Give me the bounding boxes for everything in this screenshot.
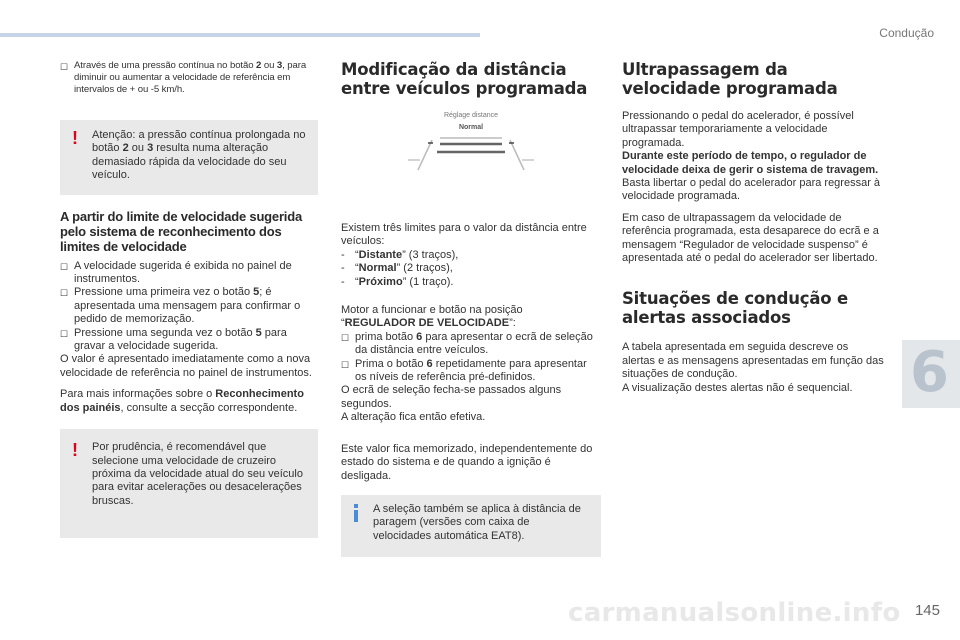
paragraph-more-info: Para mais informações sobre o Reconhecimento dos painéis, consulte a secção correspondente.: [60, 388, 304, 414]
warning-icon: !: [72, 128, 78, 148]
intro-bullet: [60, 60, 318, 96]
paragraph-overtaking: Pressionando o pedal do acelerador, é possível ultrapassar temporariamente a velocidade programada. Durante este período de tempo, o regulador de velocidade deixa de gerir o sistema de travagem. Basta libertar o pedal do acelerador para regressar à velocidade programada.: [622, 110, 881, 203]
title-driving-situations: Situações de condução e alertas associados: [622, 289, 848, 328]
section-label: Condução: [879, 26, 934, 40]
paragraph-value-shown: O valor é apresentado imediatamente como a nova velocidade de referência no painel de instrumentos.: [60, 353, 312, 379]
list-item: - “Distante” (3 traços),: [341, 248, 459, 261]
paragraph-suspended: Em caso de ultrapassagem da velocidade de referência programada, esta desaparece do ecrã e a mensagem “Regulador de velocidade suspenso” é apresentada até o pedal do acelerador ser libertado.: [622, 211, 879, 265]
header-accent-bar: [0, 33, 480, 37]
road-distance-icon: [406, 112, 536, 178]
paragraph-closes: O ecrã de seleção fecha-se passados alguns segundos.: [341, 384, 562, 410]
warning-box-pressure: [60, 120, 318, 195]
list-item: ☐ Pressione uma primeira vez o botão 5; é apresentada uma mensagem para confirmar o pedido de memorização.: [60, 286, 301, 326]
watermark: carmanualsonline.info: [568, 598, 901, 628]
warning-icon: !: [72, 440, 78, 461]
warning-text: Atenção: a pressão contínua prolongada no botão 2 ou 3 resulta numa alteração demasiado rápida da velocidade do seu veículo.: [92, 129, 306, 182]
info-box-stopping-distance: A seleção também se aplica à distância de paragem (versões com caixa de velocidades automática EAT8).: [341, 495, 601, 557]
distance-display-figure: [406, 112, 536, 178]
checkbox-bullet-icon: ☐: [60, 328, 69, 339]
info-icon: [354, 504, 358, 522]
title-overtaking: Ultrapassagem da velocidade programada: [622, 60, 838, 98]
title-distance-modification: Modificação da distância entre veículos programada: [341, 60, 588, 98]
list-item: ☐ Pressione uma segunda vez o botão 5 para gravar a velocidade sugerida.: [60, 326, 287, 353]
link-recognition: Reconhecimento dos painéis: [60, 388, 304, 414]
list-item: - “Normal” (2 traços),: [341, 262, 453, 275]
checkbox-bullet-icon: ☐: [60, 288, 69, 299]
warning-box-prudence: ! Por prudência, é recomendável que selecione uma velocidade de cruzeiro próxima da velocidade atual do seu veículo para evitar acelerações ou desacelerações bruscas.: [60, 429, 318, 538]
paragraph-motor: Motor a funcionar e botão na posição “REGULADOR DE VELOCIDADE”:: [341, 304, 523, 330]
checkbox-bullet-icon: ☐: [60, 62, 68, 72]
list-item: ☐ A velocidade sugerida é exibida no painel de instrumentos.: [60, 259, 292, 286]
column-left: [60, 60, 318, 538]
heading-suggested-limit: A partir do limite de velocidade sugerida pelo sistema de reconhecimento dos limites de velocidade: [60, 208, 302, 254]
list-item: ☐ Prima o botão 6 repetidamente para apresentar os níveis de referência pré-definidos.: [341, 357, 587, 384]
limits-intro: Existem três limites para o valor da distância entre veículos:: [341, 222, 587, 248]
column-right: [622, 60, 884, 395]
list-item: ☐ prima botão 6 para apresentar o ecrã de seleção da distância entre veículos.: [341, 330, 593, 357]
checkbox-bullet-icon: ☐: [60, 261, 69, 272]
figure-value: Normal: [458, 124, 484, 131]
paragraph-effective: A alteração fica então efetiva.: [341, 411, 486, 424]
figure-title: Réglage distance: [443, 112, 499, 119]
intro-bullet-text: Através de uma pressão contínua no botão 2 ou 3, para diminuir ou aumentar a velocidade de referência em intervalos de + ou -5 km/h.: [74, 60, 307, 95]
paragraph-memorized: Este valor fica memorizado, independentemente do estado do sistema e de quando a ignição é desligada.: [341, 442, 593, 482]
list-item: - “Próximo” (1 traço).: [341, 275, 454, 288]
checkbox-bullet-icon: ☐: [341, 332, 350, 343]
checkbox-bullet-icon: ☐: [341, 359, 350, 370]
paragraph-table-intro: A tabela apresentada em seguida descreve os alertas e as mensagens apresentadas em função das situações de condução.: [622, 341, 884, 381]
chapter-tab: 6: [902, 340, 960, 408]
page-number: 145: [914, 602, 940, 619]
column-middle: [341, 60, 601, 557]
paragraph-non-sequential: A visualização destes alertas não é sequencial.: [622, 381, 853, 394]
